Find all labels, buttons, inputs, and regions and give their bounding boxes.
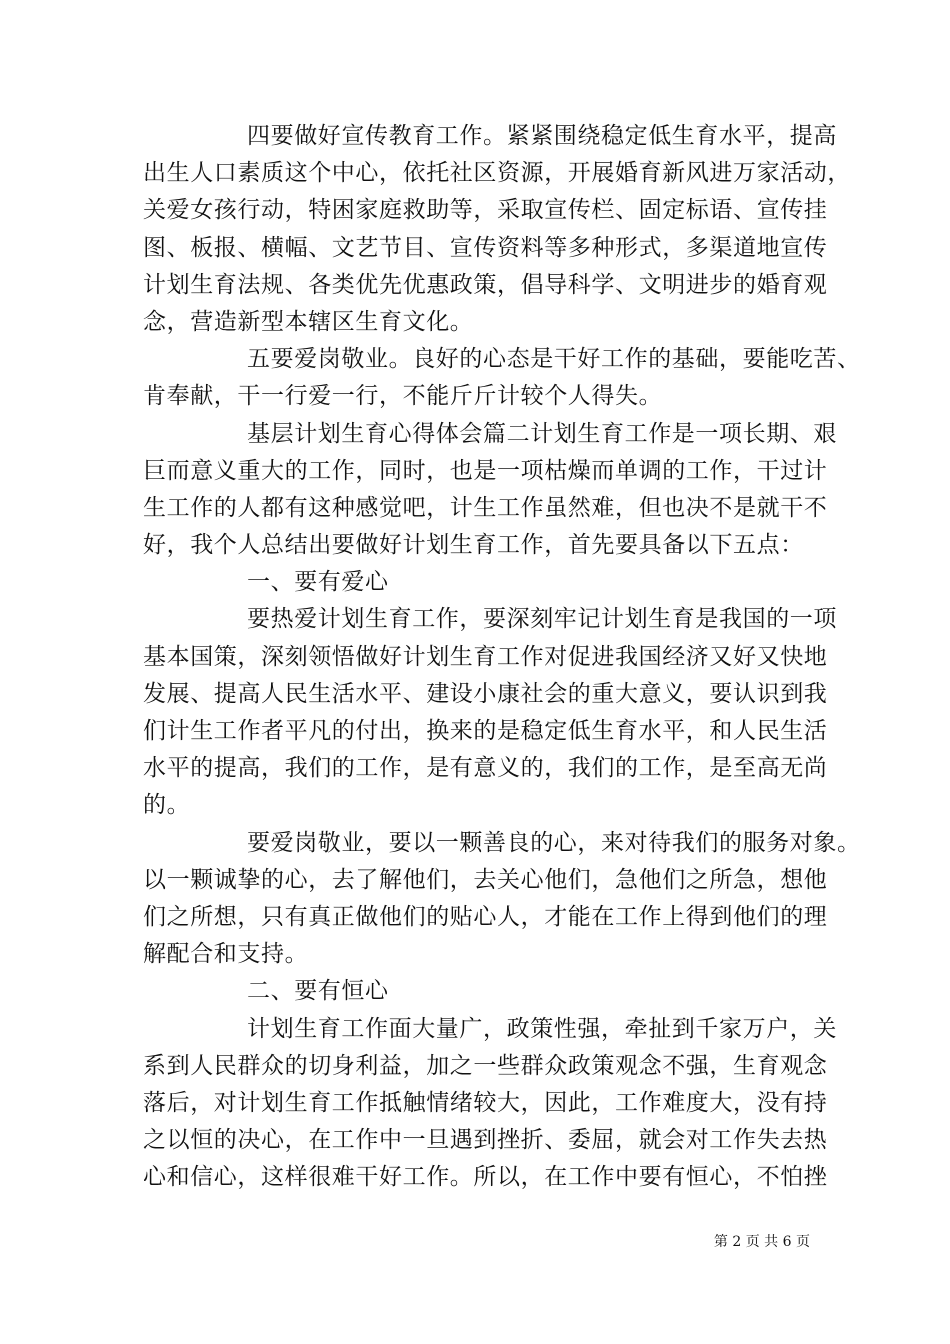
paragraph-line: 水平的提高，我们的工作，是有意义的，我们的工作，是至高无尚	[143, 755, 828, 782]
paragraph-line: 图、板报、横幅、文艺节目、宣传资料等多种形式，多渠道地宣传	[143, 234, 828, 261]
paragraph-line: 解配合和支持。	[143, 941, 309, 968]
section-heading: 一、要有爱心	[247, 569, 389, 596]
document-body	[143, 118, 861, 1196]
paragraph-line: 心和信心，这样很难干好工作。所以，在工作中要有恒心，不怕挫	[143, 1164, 828, 1191]
paragraph-line: 以一颗诚挚的心，去了解他们，去关心他们，急他们之所急，想他	[143, 866, 828, 893]
paragraph-line: 计划生育工作面大量广，政策性强，牵扯到千家万户，关	[247, 1015, 837, 1042]
paragraph-line: 系到人民群众的切身利益，加之一些群众政策观念不强，生育观念	[143, 1052, 828, 1079]
paragraph-line: 肯奉献，干一行爱一行，不能斤斤计较个人得失。	[143, 383, 663, 410]
paragraph-line: 好，我个人总结出要做好计划生育工作，首先要具备以下五点：	[143, 532, 804, 559]
paragraph-line: 要热爱计划生育工作，要深刻牢记计划生育是我国的一项	[247, 606, 837, 633]
paragraph-line: 念，营造新型本辖区生育文化。	[143, 308, 474, 335]
paragraph-line: 之以恒的决心，在工作中一旦遇到挫折、委屈，就会对工作失去热	[143, 1127, 828, 1154]
paragraph-line: 四要做好宣传教育工作。紧紧围绕稳定低生育水平，提高	[247, 123, 837, 149]
paragraph-line: 的。	[143, 792, 191, 819]
paragraph-line: 落后，对计划生育工作抵触情绪较大，因此，工作难度大，没有持	[143, 1089, 828, 1116]
paragraph-line: 基层计划生育心得体会篇二计划生育工作是一项长期、艰	[247, 420, 837, 447]
paragraph-line: 出生人口素质这个中心，依托社区资源，开展婚育新风进万家活动，	[143, 160, 851, 187]
paragraph-line: 基本国策，深刻领悟做好计划生育工作对促进我国经济又好又快地	[143, 643, 828, 670]
paragraph-line: 生工作的人都有这种感觉吧，计生工作虽然难，但也决不是就干不	[143, 494, 828, 521]
page-number: 第 2 页 共 6 页	[713, 1234, 810, 1250]
paragraph-line: 们之所想，只有真正做他们的贴心人，才能在工作上得到他们的理	[143, 903, 828, 930]
paragraph-line: 计划生育法规、各类优先优惠政策，倡导科学、文明进步的婚育观	[143, 271, 828, 298]
paragraph-line: 巨而意义重大的工作，同时，也是一项枯燥而单调的工作，干过计	[143, 457, 828, 484]
section-heading: 二、要有恒心	[247, 978, 389, 1005]
paragraph-line: 要爱岗敬业，要以一颗善良的心，来对待我们的服务对象。	[247, 829, 861, 856]
paragraph-line: 五要爱岗敬业。良好的心态是干好工作的基础，要能吃苦、	[247, 346, 861, 373]
paragraph-line: 关爱女孩行动，特困家庭救助等，采取宣传栏、固定标语、宣传挂	[143, 197, 828, 224]
paragraph-line: 发展、提高人民生活水平、建设小康社会的重大意义，要认识到我	[143, 680, 828, 707]
paragraph-line: 们计生工作者平凡的付出，换来的是稳定低生育水平，和人民生活	[143, 718, 828, 744]
